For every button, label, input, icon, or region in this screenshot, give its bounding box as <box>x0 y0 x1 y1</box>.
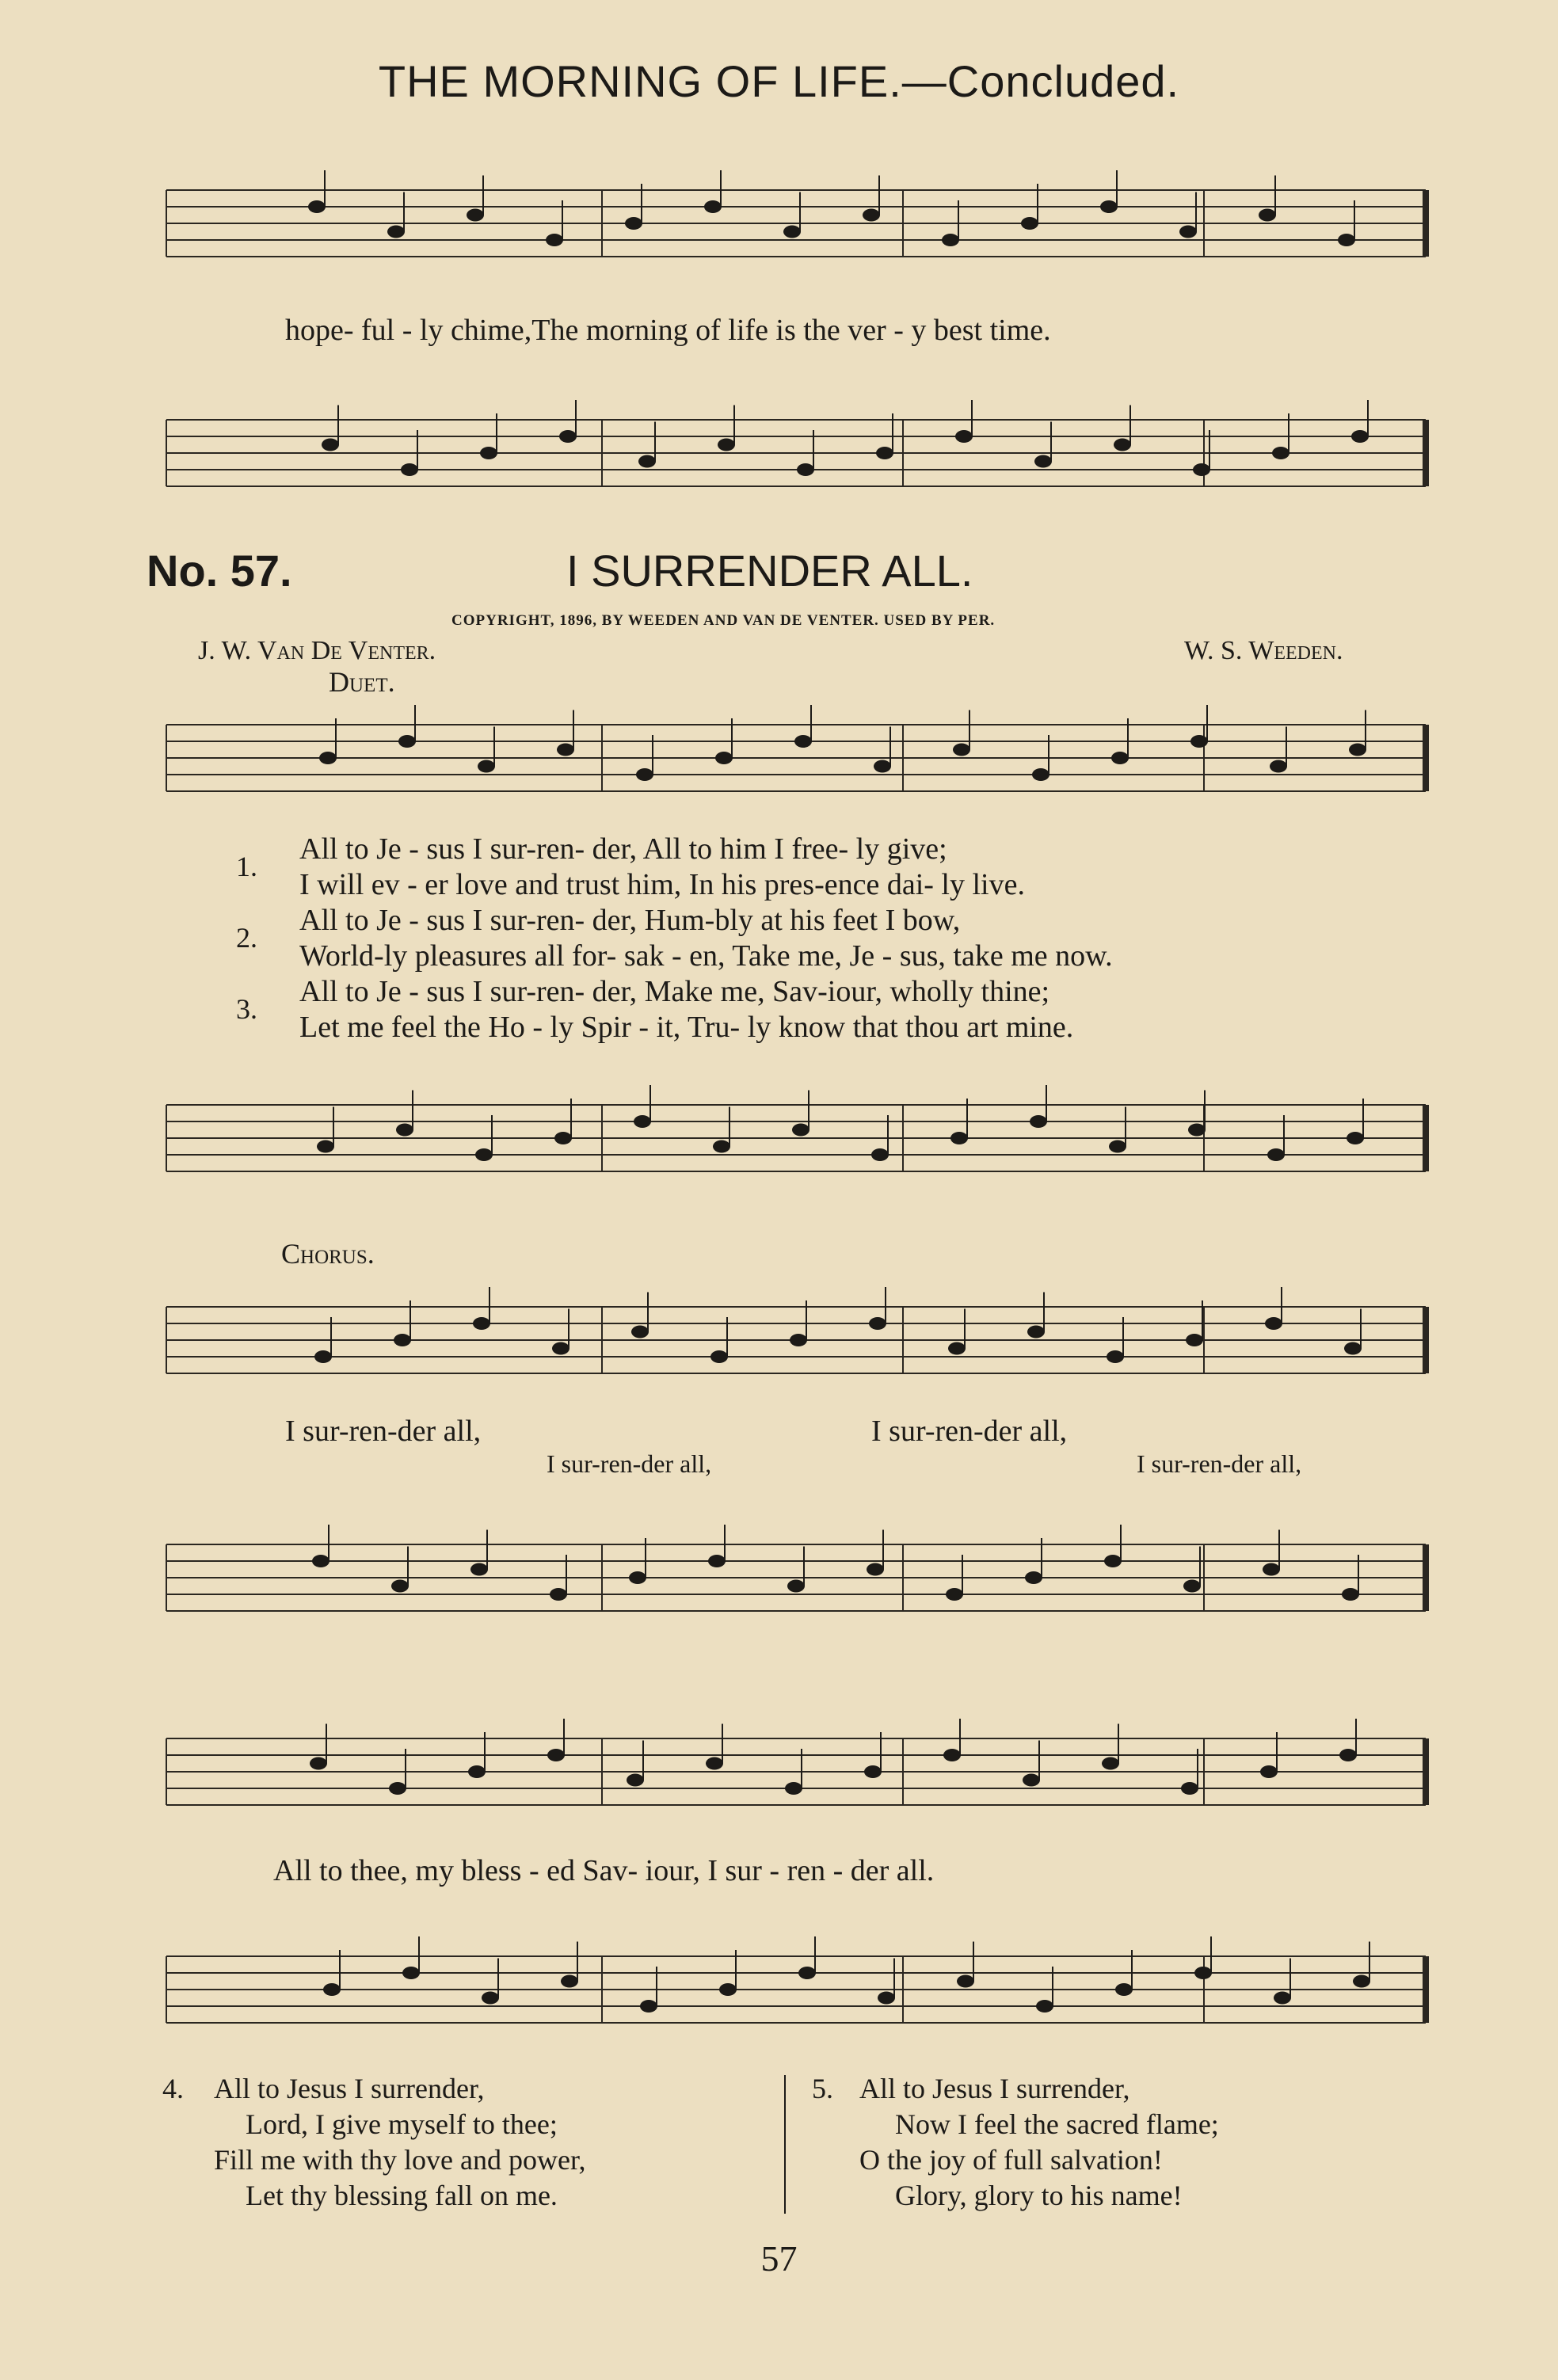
duet-label: Duet. <box>329 666 395 698</box>
chorus-echo: I sur-ren-der all, <box>547 1449 712 1478</box>
verse-line: All to Je - sus I sur-ren- der, Hum-bly at his feet I bow, <box>299 904 961 937</box>
verse-line: O the joy of full salvation! <box>859 2144 1163 2176</box>
song-title: I SURRENDER ALL. <box>566 546 973 596</box>
verse-line: I will ev - er love and trust him, In his pres-ence dai- ly live. <box>299 868 1025 901</box>
verse-line: All to Je - sus I sur-ren- der, Make me, Sav-iour, wholly thine; <box>299 975 1050 1008</box>
treble-staff-chorus-2 <box>158 1719 1442 1830</box>
bass-staff-prev <box>158 400 1442 511</box>
verse-line: Let thy blessing fall on me. <box>246 2180 558 2211</box>
treble-staff-prev <box>158 170 1442 281</box>
music-staff <box>158 705 1442 816</box>
song-number: No. 57. <box>147 546 292 596</box>
verse-number: 4. <box>162 2073 184 2104</box>
verse-line: All to Jesus I surrender, <box>214 2073 485 2104</box>
music-staff <box>158 1287 1442 1398</box>
page-header-title: THE MORNING OF LIFE.—Concluded. <box>378 56 1180 106</box>
bass-staff-chorus-2 <box>158 1936 1442 2047</box>
music-staff <box>158 1525 1442 1636</box>
verse-divider <box>784 2075 786 2214</box>
chorus-lyric: I sur-ren-der all, <box>871 1415 1068 1448</box>
chorus-lyric: I sur-ren-der all, <box>285 1415 482 1448</box>
music-staff <box>158 1719 1442 1830</box>
verse-line: All to Je - sus I sur-ren- der, All to him I free- ly give; <box>299 832 947 866</box>
verse-number: 1. <box>236 851 257 882</box>
copyright-notice: COPYRIGHT, 1896, BY WEEDEN AND VAN DE VENTER. USED BY PER. <box>451 612 996 629</box>
chorus-echo: I sur-ren-der all, <box>1137 1449 1302 1478</box>
composer: W. S. Weeden. <box>1184 636 1343 665</box>
verse-line: World-ly pleasures all for- sak - en, Take me, Je - sus, take me now. <box>299 939 1113 973</box>
verse-line: Fill me with thy love and power, <box>214 2144 586 2176</box>
bass-staff-verse <box>158 1085 1442 1196</box>
verse-line: Let me feel the Ho - ly Spir - it, Tru- ly know that thou art mine. <box>299 1011 1074 1044</box>
verse-line: Lord, I give myself to thee; <box>246 2108 558 2140</box>
lyric-line: hope- ful - ly chime,The morning of life is the ver - y best time. <box>285 314 1051 347</box>
chorus-lyric: All to thee, my bless - ed Sav- iour, I sur - ren - der all. <box>273 1854 935 1887</box>
verse-number: 5. <box>812 2073 833 2104</box>
author: J. W. Van De Venter. <box>198 636 436 665</box>
verse-line: Glory, glory to his name! <box>895 2180 1183 2211</box>
treble-staff-verse <box>158 705 1442 816</box>
verse-number: 2. <box>236 922 257 954</box>
music-staff <box>158 1085 1442 1196</box>
bass-staff-chorus <box>158 1525 1442 1636</box>
music-staff <box>158 400 1442 511</box>
music-staff <box>158 1936 1442 2047</box>
verse-number: 3. <box>236 993 257 1025</box>
page-number: 57 <box>760 2238 798 2279</box>
chorus-label: Chorus. <box>281 1238 375 1270</box>
treble-staff-chorus <box>158 1287 1442 1398</box>
verse-line: Now I feel the sacred flame; <box>895 2108 1219 2140</box>
verse-line: All to Jesus I surrender, <box>859 2073 1130 2104</box>
music-staff <box>158 170 1442 281</box>
